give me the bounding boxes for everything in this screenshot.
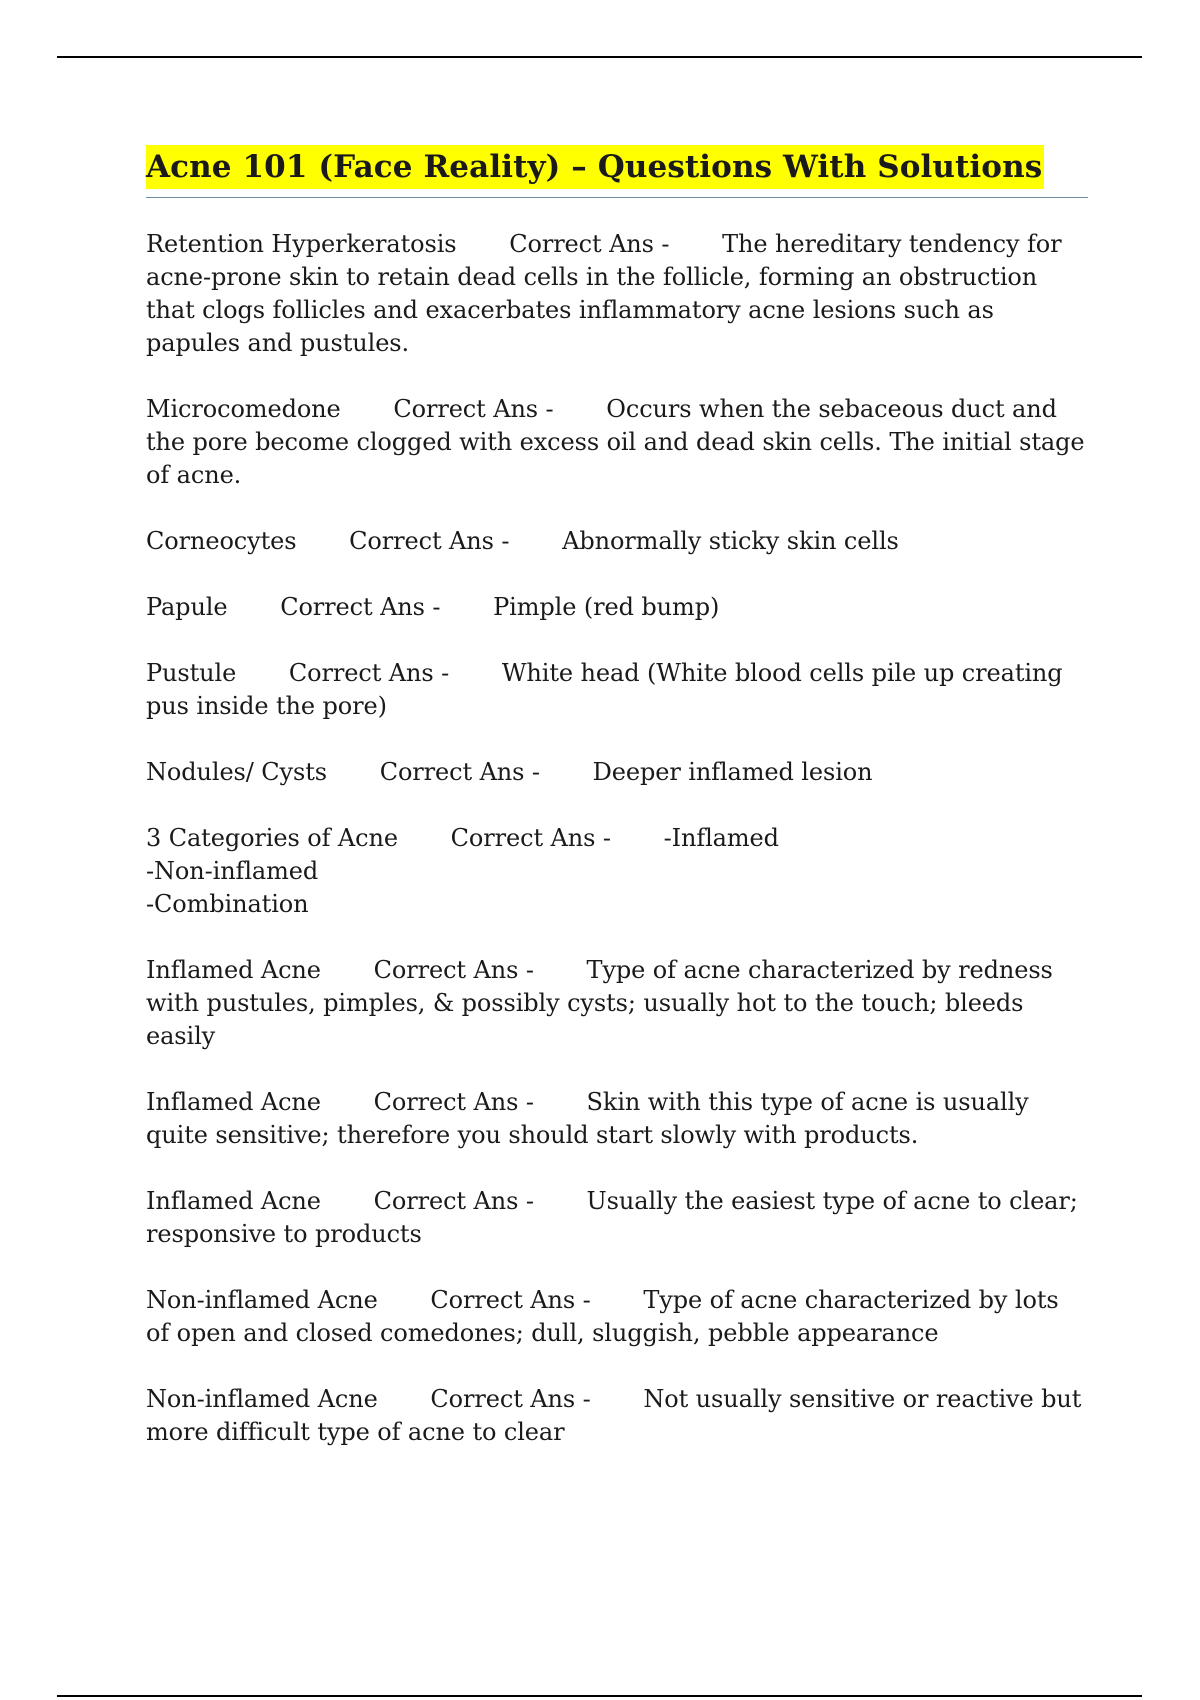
qa-entry (146, 756, 1088, 789)
qa-term: Non-inflamed Acne (146, 1385, 378, 1413)
qa-entry (146, 1185, 1088, 1251)
qa-answer: Not usually sensitive or reactive but more difficult type of acne to clear (146, 1385, 1082, 1446)
qa-answer: Deeper inflamed lesion (592, 758, 873, 786)
qa-list (146, 228, 1088, 1449)
qa-answer: Usually the easiest type of acne to clear; responsive to products (146, 1187, 1078, 1248)
qa-term: Corneocytes (146, 527, 297, 555)
top-rule (57, 56, 1142, 58)
qa-term: Papule (146, 593, 228, 621)
qa-entry (146, 822, 1088, 921)
qa-entry (146, 657, 1088, 723)
document-body (146, 145, 1088, 1482)
correct-ans-label: Correct Ans - (280, 593, 441, 621)
qa-term: Pustule (146, 659, 237, 687)
qa-entry (146, 525, 1088, 558)
qa-term: Microcomedone (146, 395, 341, 423)
qa-answer: Type of acne characterized by redness with pustules, pimples, & possibly cysts; usually hot to the touch; bleeds easily (146, 956, 1053, 1050)
qa-answer: White head (White blood cells pile up creating pus inside the pore) (146, 659, 1063, 720)
qa-term: Non-inflamed Acne (146, 1286, 378, 1314)
qa-answer: The hereditary tendency for acne-prone skin to retain dead cells in the follicle, forming an obstruction that clogs follicles and exacerbates inflammatory acne lesions such as papules and pustules. (146, 230, 1062, 357)
correct-ans-label: Correct Ans - (373, 1187, 534, 1215)
qa-term: Nodules/ Cysts (146, 758, 327, 786)
correct-ans-label: Correct Ans - (509, 230, 670, 258)
correct-ans-label: Correct Ans - (373, 956, 534, 984)
qa-entry (146, 393, 1088, 492)
qa-answer: Occurs when the sebaceous duct and the pore become clogged with excess oil and dead skin cells. The initial stage of acne. (146, 395, 1085, 489)
correct-ans-label: Correct Ans - (430, 1286, 591, 1314)
correct-ans-label: Correct Ans - (373, 1088, 534, 1116)
qa-entry (146, 591, 1088, 624)
title-block (146, 145, 1088, 198)
qa-term: Inflamed Acne (146, 1088, 321, 1116)
qa-entry (146, 954, 1088, 1053)
qa-answer: Type of acne characterized by lots of open and closed comedones; dull, sluggish, pebble appearance (146, 1286, 1059, 1347)
correct-ans-label: Correct Ans - (349, 527, 510, 555)
qa-answer: Pimple (red bump) (493, 593, 720, 621)
correct-ans-label: Correct Ans - (379, 758, 540, 786)
bottom-rule (57, 1695, 1142, 1697)
document-title: Acne 101 (Face Reality) – Questions With Solutions (146, 145, 1044, 189)
correct-ans-label: Correct Ans - (393, 395, 554, 423)
correct-ans-label: Correct Ans - (430, 1385, 591, 1413)
correct-ans-label: Correct Ans - (288, 659, 450, 687)
qa-term: Retention Hyperkeratosis (146, 230, 457, 258)
qa-term: 3 Categories of Acne (146, 824, 398, 852)
correct-ans-label: Correct Ans - (450, 824, 611, 852)
qa-entry (146, 1086, 1088, 1152)
qa-entry (146, 228, 1088, 360)
qa-answer: Skin with this type of acne is usually quite sensitive; therefore you should start slowly with products. (146, 1088, 1029, 1149)
qa-term: Inflamed Acne (146, 1187, 321, 1215)
qa-entry (146, 1383, 1088, 1449)
qa-entry (146, 1284, 1088, 1350)
qa-answer: Abnormally sticky skin cells (562, 527, 899, 555)
qa-answer: -Inflamed -Non-inflamed -Combination (146, 824, 779, 918)
qa-term: Inflamed Acne (146, 956, 321, 984)
